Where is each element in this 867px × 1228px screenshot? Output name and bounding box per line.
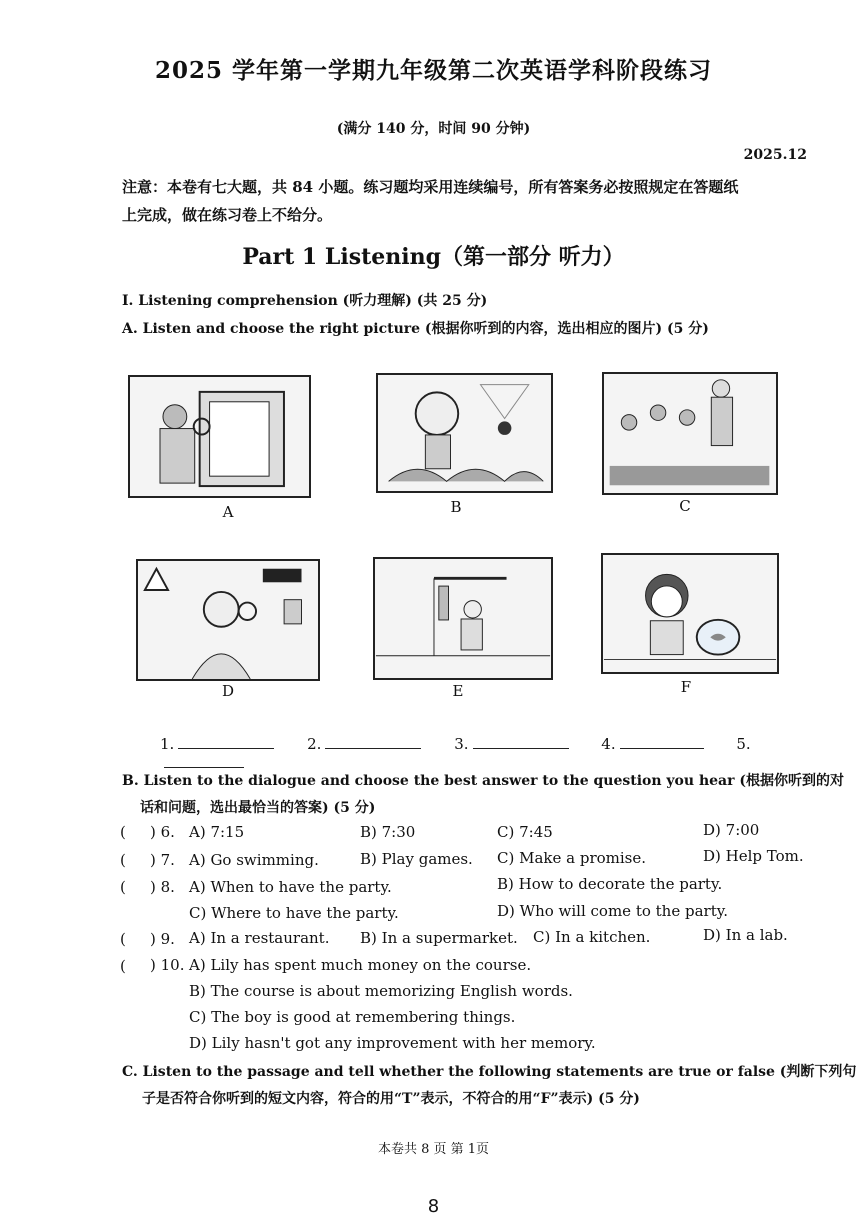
answer-paren-9[interactable]: ( (120, 930, 126, 948)
exam-date: 2025.12 (743, 147, 807, 163)
q6-option-a: A) 7:15 (189, 823, 245, 841)
girl-fishbowl-illustration-icon (603, 555, 777, 672)
picture-b (376, 373, 553, 493)
picture-label-d: D (221, 682, 235, 700)
q8-option-c: C) Where to have the party. (189, 904, 399, 922)
q9-option-a: A) In a restaurant. (189, 929, 330, 947)
blank-label-5: 5. (736, 735, 751, 753)
exam-subtitle: (满分 140 分，时间 90 分钟) (336, 121, 531, 137)
picture-d (136, 559, 320, 681)
question-number-8: ) 8. (150, 878, 175, 896)
blank-label-4: 4. (601, 735, 616, 753)
q6-option-d: D) 7:00 (703, 821, 760, 839)
picture-c (602, 372, 778, 495)
picture-e (373, 557, 553, 680)
answer-paren-7[interactable]: ( (120, 851, 126, 869)
section-1-heading: I. Listening comprehension (听力理解) (共 25 分) (122, 293, 488, 309)
q9-option-b: B) In a supermarket. (360, 929, 518, 947)
notice-line-1: 注意：本卷有七大题，共 84 小题。练习题均采用连续编号，所有答案务必按照规定在答题纸 (122, 178, 739, 196)
blank-label-1: 1. (160, 735, 175, 753)
picture-label-b: B (450, 498, 462, 516)
girl-spider-illustration-icon (378, 375, 551, 491)
q8-option-d: D) Who will come to the party. (497, 902, 728, 920)
q9-option-c: C) In a kitchen. (533, 928, 651, 946)
blank-label-3: 3. (454, 735, 469, 753)
answer-blank-1[interactable] (178, 734, 274, 749)
child-coat-hook-illustration-icon (375, 559, 551, 678)
question-number-9: ) 9. (150, 930, 175, 948)
picture-label-c: C (679, 497, 691, 515)
exam-title: 2025 学年第一学期九年级第二次英语学科阶段练习 (154, 57, 713, 84)
section-b-heading-line-2: 话和问题，选出最恰当的答案) (5 分) (140, 800, 376, 816)
answer-blanks (160, 734, 800, 772)
q7-option-a: A) Go swimming. (189, 851, 319, 869)
q7-option-c: C) Make a promise. (497, 849, 647, 867)
question-number-6: ) 6. (150, 823, 175, 841)
picture-f (601, 553, 779, 674)
q7-option-d: D) Help Tom. (703, 847, 804, 865)
part-title: Part 1 Listening（第一部分 听力） (242, 244, 625, 270)
answer-blank-3[interactable] (473, 734, 569, 749)
section-c-heading-line-1: C. Listen to the passage and tell whether the following statements are true or false (判断下列句 (122, 1064, 857, 1080)
answer-blank-2[interactable] (325, 734, 421, 749)
section-b-heading-line-1: B. Listen to the dialogue and choose the best answer to the question you hear (根据你听到的对 (122, 773, 844, 789)
detective-safe-illustration-icon (130, 377, 309, 496)
answer-blank-4[interactable] (620, 734, 704, 749)
picture-label-f: F (680, 678, 692, 696)
section-a-heading: A. Listen and choose the right picture (根据你听到的内容，选出相应的图片) (5 分) (122, 321, 709, 337)
q6-option-c: C) 7:45 (497, 823, 553, 841)
q9-option-d: D) In a lab. (703, 926, 788, 944)
q7-option-b: B) Play games. (360, 850, 473, 868)
picture-label-e: E (452, 682, 464, 700)
q10-option-b: B) The course is about memorizing English words. (189, 982, 573, 1000)
q10-option-c: C) The boy is good at remembering things. (189, 1008, 516, 1026)
q10-option-a: A) Lily has spent much money on the course. (189, 956, 532, 974)
q6-option-b: B) 7:30 (360, 823, 416, 841)
answer-paren-8[interactable]: ( (120, 878, 126, 896)
notice (122, 173, 812, 229)
question-number-7: ) 7. (150, 851, 175, 869)
detective-exit-illustration-icon (138, 561, 318, 679)
picture-a (128, 375, 311, 498)
picture-label-a: A (222, 503, 234, 521)
q8-option-a: A) When to have the party. (189, 878, 392, 896)
page-footer: 本卷共 8 页 第 1页 (377, 1142, 490, 1157)
kids-grandpa-illustration-icon (604, 374, 776, 493)
answer-paren-6[interactable]: ( (120, 823, 126, 841)
section-c-heading-line-2: 子是否符合你听到的短文内容，符合的用“T”表示，不符合的用“F”表示) (5 分) (142, 1091, 640, 1107)
question-number-10: ) 10. (150, 956, 185, 974)
blank-label-2: 2. (307, 735, 322, 753)
q10-option-d: D) Lily hasn't got any improvement with her memory. (189, 1034, 596, 1052)
answer-paren-10[interactable]: ( (120, 957, 126, 975)
page-number: 8 (427, 1196, 440, 1217)
answer-blank-5[interactable] (164, 753, 244, 768)
q8-option-b: B) How to decorate the party. (497, 875, 723, 893)
notice-line-2: 上完成，做在练习卷上不给分。 (122, 206, 333, 224)
